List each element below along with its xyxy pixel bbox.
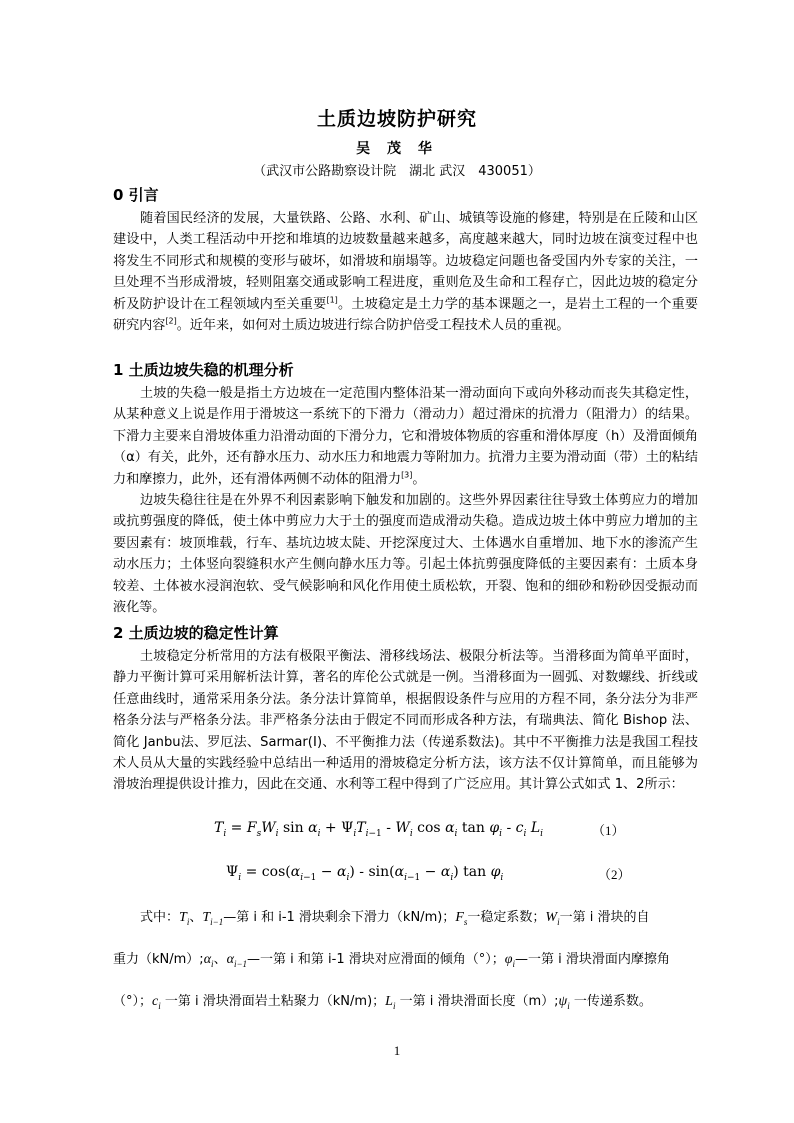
- text: 一稳定系数；: [467, 910, 546, 925]
- section-1-heading: 1 土质边坡失稳的机理分析: [113, 361, 294, 379]
- paper-title: 土质边坡防护研究: [316, 108, 477, 130]
- formula-2-expression: $\Psi_i = \cos(\alpha_{i-1} - \alpha_i) - \sin(\alpha_{i-1} - \alpha_i)$ $\tan \varphi_i$: [226, 864, 504, 883]
- text: 式中：: [140, 910, 180, 925]
- text: 一第 i 滑块的自: [559, 910, 650, 925]
- section-1-paragraph-1: [113, 383, 698, 490]
- text: 第 i 和 i-1 滑块剩余下滑力（kN/m)；: [236, 910, 456, 925]
- text: 一第 i 滑块滑面内摩擦角: [528, 952, 670, 967]
- symbol-definitions: [113, 906, 703, 1012]
- text: 。近年来，如何对土质边坡进行综合防护倍受工程技术人员的重视。: [176, 318, 570, 334]
- section-2-heading: 2 土质边坡的稳定性计算: [113, 624, 279, 642]
- citation: [2]: [165, 316, 177, 326]
- definition-line-2: 重力$(kN/m);\alpha_i$、$\alpha_{i-1}—$一第 i 和第 i-1 滑块对应滑面的倾角（°）；$\varphi_i—$一第 i 滑块滑面内摩擦角: [113, 952, 670, 969]
- text: 随着国民经济的发展，大量铁路、公路、水利、矿山、城镇等设施的修建，特别是在丘陵和山区建设中，人类工程活动中开挖和堆填的边坡数量越来越多，高度越来越大，同时边坡在演变过程中也将发生不同形式和规模的变形与破坏，如滑坡和崩塌等。边坡稳定问题也备受国内外专家的关注，一旦处理不当形成滑坡，轻则阻塞交通或影响工程进度，重则危及生命和工程存亡，因此边坡的稳定分析及防护设计在工程领域内至关重要: [113, 211, 698, 312]
- formula-1-expression: $T_i = F_sW_i$ $\sin \alpha_i + \Psi_iT_{i-1} - W_i$ $\cos \alpha_i$ $\tan \varphi_i - c_i$ $L_i$: [214, 820, 544, 839]
- page-number: 1: [393, 1043, 401, 1058]
- text: （°）；: [113, 994, 153, 1009]
- section-0-heading: 0 引言: [113, 186, 159, 204]
- citation: [3]: [401, 470, 413, 480]
- definition-line-3: （°）；$c_i$ 一第 i 滑块滑面岩土粘聚力（kN/m)；$L_i$ 一第 i 滑块滑面长度$(m);\psi_i$ 一传递系数。: [113, 994, 652, 1011]
- text: 土坡的失稳一般是指土方边坡在一定范围内整体沿某一滑动面向下或向外移动而丧失其稳定性，从某种意义上说是作用于滑坡这一系统下的下滑力（滑动力）超过滑床的抗滑力（阻滑力）的结果。下滑力主要来自滑坡体重力沿滑动面的下滑分力，它和滑坡体物质的容重和滑体厚度（h）及滑面倾角（α）有关，此外，还有静水压力、动水压力和地震力等附加力。抗滑力主要为滑动面（带）土的粘结力和摩擦力，此外，还有滑体两侧不动体的阻滑力: [113, 386, 698, 487]
- section-1-paragraph-2: 边坡失稳往往是在外界不利因素影响下触发和加剧的。这些外界因素往往导致土体剪应力的增加或抗剪强度的降低，使土体中剪应力大于土的强度而造成滑动失稳。造成边坡土体中剪应力增加的主要因素有：坡顶堆载，行车、基坑边坡太陡、开挖深度过大、土体遇水自重增加、地下水的渗流产生动水压力；土体竖向裂缝积水产生侧向静水压力等。引起土体抗剪强度降低的主要因素有：土质本身较差、土体被水浸润泡软、受气候影响和风化作用使土质松软，开裂、饱和的细砂和粉砂因受振动而液化等。: [113, 493, 698, 616]
- formula-1-number: （1）: [592, 823, 625, 838]
- citation: [1]: [326, 295, 338, 305]
- definition-line-1: 式中：$T_i$、$T_{i-1}—$第 i 和 i-1 滑块剩余下滑力（kN/m)；$F_s$一稳定系数；$W_i$一第 i 滑块的自: [140, 910, 650, 927]
- section-0-paragraph: [113, 208, 698, 336]
- section-2-paragraph: 土坡稳定分析常用的方法有极限平衡法、滑移线场法、极限分析法等。当滑移面为简单平面时，静力平衡计算可采用解析法计算，著名的库伦公式就是一例。当滑移面为一圆弧、对数螺线、折线或任意曲线时，通常采用条分法。条分法计算简单，根据假设条件与应用的方程不同，条分法分为非严格条分法与严格条分法。非严格条分法由于假定不同而形成各种方法，有瑞典法、简化 Bishop 法、简化 Janbu法、罗厄法、Sarmar(Ⅰ)、不平衡推力法（传递系数法)。其中不平衡推力法是我国工程技术人员从大量的实践经验中总结出一种适用的滑坡稳定分析方法，该方法不仅计算简单，而且能够为滑坡治理提供设计推力，因此在交通、水利等工程中得到了广泛应用。其计算公式如式 1、2所示：: [113, 649, 698, 793]
- text: 重力（kN/m）;: [113, 952, 204, 967]
- text: 一第 i 和第 i-1 滑块对应滑面的倾角（°）；: [260, 952, 505, 967]
- text: 。土坡稳定是土力学的基本课题之一，是岩土工程的一个重要研究内容: [113, 296, 698, 334]
- text: 一传递系数。: [573, 994, 652, 1009]
- text: 。: [412, 471, 426, 487]
- text: 一第 i 滑块滑面长度（m）;: [399, 994, 559, 1009]
- text: 一第 i 滑块滑面岩土粘聚力（kN/m)；: [164, 994, 386, 1009]
- affiliation: （武汉市公路勘察设计院 湖北 武汉 430051）: [253, 164, 541, 179]
- formula-2-number: （2）: [598, 867, 631, 882]
- author: 吴 茂 华: [356, 141, 438, 157]
